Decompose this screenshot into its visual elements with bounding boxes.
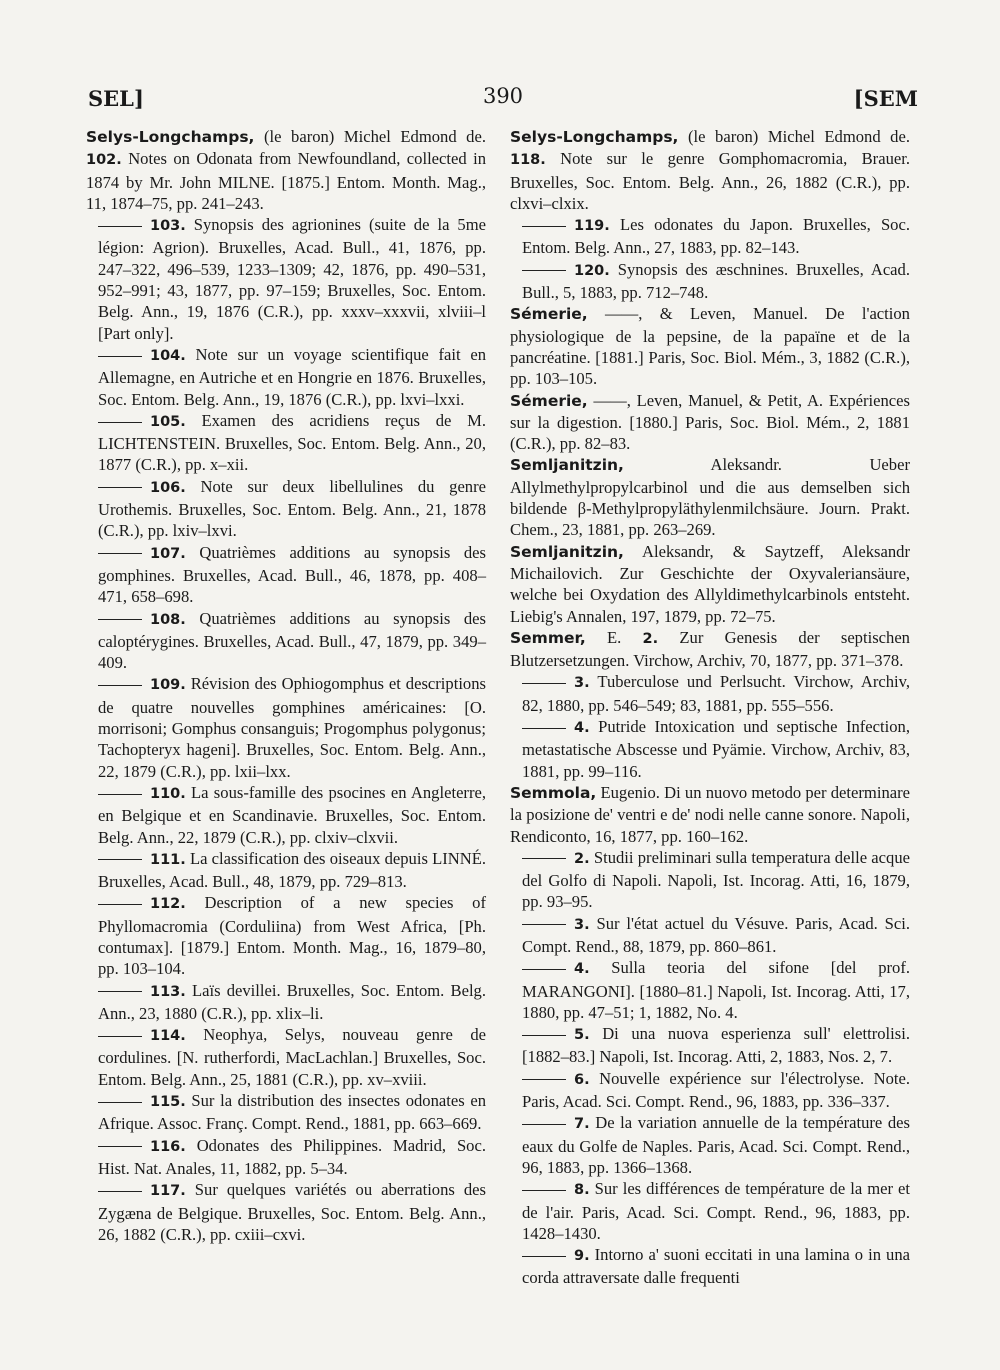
- entry-number: 103.: [150, 218, 186, 235]
- ditto-dash: [98, 794, 142, 795]
- author-detail: Aleksandr, & Saytzeff, Aleksandr Michailovich.: [510, 541, 910, 583]
- header-right: [SEM: [853, 86, 918, 111]
- entry-text: Intorno a' suoni eccitati in una lamina o in una corda attraversate dalle frequenti: [522, 1245, 910, 1288]
- ditto-dash: [98, 904, 142, 905]
- entry-text: Examen des acridiens reçus de M. LICHTENSTEIN. Bruxelles, Soc. Entom. Belg. Ann., 20, 1877 (C.R.), pp. x–xii.: [98, 410, 486, 475]
- author-name: Sémerie,: [510, 305, 588, 324]
- entry-number: 8.: [574, 1182, 590, 1199]
- bibliography-entry: [86, 848, 486, 893]
- bibliography-entry: [86, 1090, 486, 1135]
- author-detail: (le baron) Michel Edmond de.: [254, 127, 486, 146]
- entry-text: Sur l'état actuel du Vésuve. Paris, Acad. Sci. Compt. Rend., 88, 1879, pp. 860–861.: [522, 913, 910, 956]
- ditto-dash: [522, 1079, 566, 1080]
- entry-number: 118.: [510, 152, 546, 169]
- bibliography-entry: [510, 847, 910, 913]
- ditto-dash: [98, 226, 142, 227]
- ditto-dash: [98, 356, 142, 357]
- entry-number: 2.: [642, 630, 659, 647]
- bibliography-entry: [510, 1178, 910, 1244]
- entry-text: Synopsis des agrionines (suite de la 5me légion: Agrion). Bruxelles, Acad. Bull., 41, 1876, pp. 247–322, 496–539, 1233–1309; 42, 1876, pp. 490–531, 952–991; 43, 1877, pp. 97–159; Bruxelles, Soc. Entom. Belg. Ann., 19, 1876 (C.R.), pp. xxxv–xxxvii, xlviii–l [Part only].: [98, 215, 486, 343]
- entry-number: 106.: [150, 479, 186, 496]
- entry-number: 113.: [150, 983, 186, 1000]
- entry-number: 4.: [574, 720, 590, 737]
- entry-text: Quatrièmes additions au synopsis des gomphines. Bruxelles, Acad. Bull., 46, 1878, pp. 408–471, 658–698.: [98, 542, 486, 607]
- ditto-dash: [522, 1190, 566, 1191]
- entry-text: Expériences sur la digestion. [1880.] Paris, Soc. Biol. Mém., 2, 1881 (C.R.), pp. 82–83.: [510, 390, 910, 454]
- ditto-dash: [98, 422, 142, 423]
- bibliography-entry: [510, 1112, 910, 1178]
- entry-text: Note sur deux libellulines du genre Urothemis. Bruxelles, Soc. Entom. Belg. Ann., 21, 1878 (C.R.), pp. lxiv–lxvi.: [98, 476, 486, 541]
- author-name: Sémerie,: [510, 391, 588, 410]
- entry-text: Laïs devillei. Bruxelles, Soc. Entom. Belg. Ann., 23, 1880 (C.R.), pp. xlix–li.: [98, 980, 486, 1023]
- bibliography-entry: [86, 126, 486, 214]
- ditto-dash: [98, 1036, 142, 1037]
- entry-text: Di un nuovo metodo per determinare la posizione de' ventri e de' nodi nelle canne sonore. Napoli, Rendiconto, 16, 1877, pp. 160–162.: [510, 782, 910, 846]
- ditto-dash: [98, 991, 142, 992]
- bibliography-entry: [510, 716, 910, 782]
- entry-text: Zur Geschichte der Oxyvaleriansäure, welche bei Oxydation des Allyldimethylcarbinols entsteht. Liebig's Annalen, 197, 1879, pp. 72–75.: [510, 563, 910, 626]
- bibliography-entry: [86, 410, 486, 476]
- entry-number: 108.: [150, 611, 186, 628]
- author-detail: E.: [585, 627, 643, 647]
- entry-number: 104.: [150, 347, 186, 364]
- author-detail: Aleksandr.: [623, 455, 870, 475]
- entry-number: 116.: [150, 1138, 186, 1155]
- bibliography-entry: [86, 214, 486, 344]
- entry-number: 3.: [574, 916, 590, 933]
- left-column: [86, 126, 486, 1245]
- entry-text: Sur les différences de température de la mer et de l'air. Paris, Acad. Sci. Compt. Rend., 96, 1883, pp. 1428–1430.: [522, 1179, 910, 1243]
- entry-text: Nouvelle expérience sur l'électrolyse. Note. Paris, Acad. Sci. Compt. Rend., 96, 1883, pp. 336–337.: [522, 1068, 910, 1112]
- ditto-dash: [522, 1035, 566, 1036]
- bibliography-entry: [510, 454, 910, 540]
- entry-number: 111.: [150, 851, 186, 868]
- entry-text: Quatrièmes additions au synopsis des caloptérygines. Bruxelles, Acad. Bull., 47, 1879, pp. 349–409.: [98, 608, 486, 673]
- entry-text: Note sur le genre Gomphomacromia, Brauer. Bruxelles, Soc. Entom. Belg. Ann., 26, 1882 (C.R.), pp. clxvi–clxix.: [510, 149, 910, 213]
- entry-number: 9.: [574, 1248, 590, 1265]
- entry-number: 4.: [574, 961, 590, 978]
- bibliography-entry: [86, 673, 486, 781]
- entry-number: 115.: [150, 1094, 186, 1111]
- right-column: [510, 126, 910, 1289]
- entry-text: Les odonates du Japon. Bruxelles, Soc. Entom. Belg. Ann., 27, 1883, pp. 82–143.: [522, 215, 910, 258]
- ditto-dash: [522, 683, 566, 684]
- entry-number: 120.: [574, 262, 610, 279]
- entry-number: 2.: [574, 850, 590, 867]
- entry-text: Sur quelques variétés ou aberrations des Zygæna de Belgique. Bruxelles, Soc. Entom. Belg. Ann., 26, 1882 (C.R.), pp. cxiii–cxvi.: [98, 1180, 486, 1244]
- author-name: Semmer,: [510, 628, 586, 647]
- ditto-dash: [522, 1256, 566, 1257]
- bibliography-entry: [86, 542, 486, 608]
- ditto-dash: [98, 685, 142, 686]
- entry-number: 7.: [574, 1116, 590, 1133]
- ditto-dash: [522, 969, 566, 970]
- entry-number: 110.: [150, 785, 186, 802]
- entry-text: Révision des Ophiogomphus et descriptions de quatre nouvelles gomphines américaines: [O. morrisoni; Gomphus consanguis; Progomphus polygonus; Tachopteryx hageni]. Bruxelles, Soc. Entom. Belg. Ann., 22, 1879 (C.R.), pp. lxii–lxx.: [98, 674, 486, 781]
- entry-text: Sulla teoria del sifone [del prof. MARANGONI]. [1880–81.] Napoli, Ist. Incorag. Atti, 17, 1880, pp. 47–51; 1, 1882, No. 4.: [522, 958, 910, 1022]
- entry-number: 114.: [150, 1028, 186, 1045]
- bibliography-entry: [86, 344, 486, 410]
- ditto-dash: [522, 924, 566, 925]
- bibliography-entry: [510, 1244, 910, 1289]
- bibliography-entry: [86, 476, 486, 542]
- entry-text: Sur la distribution des insectes odonates en Afrique. Assoc. Franç. Compt. Rend., 1881, pp. 663–669.: [98, 1091, 486, 1134]
- bibliography-entry: [510, 541, 910, 627]
- author-name: Semmola,: [510, 783, 597, 802]
- author-name: Selys-Longchamps,: [510, 128, 679, 146]
- ditto-dash: [522, 270, 566, 271]
- entry-text: De l'action physiologique de la pepsine, de la papaïne et de la pancréatine. [1881.] Paris, Soc. Biol. Mém., 3, 1882 (C.R.), pp. 103–105.: [510, 304, 910, 389]
- entry-text: Ueber Allylmethylpropylcarbinol und die aus demselben sich bildende β-Methylpropyläthylenmilchsäure. Journ. Prakt. Chem., 23, 1881, pp. 263–269.: [510, 455, 910, 540]
- bibliography-entry: [510, 957, 910, 1023]
- bibliography-entry: [510, 913, 910, 958]
- author-name: Selys-Longchamps,: [86, 128, 255, 146]
- entry-number: 105.: [150, 413, 186, 430]
- entry-text: Note sur un voyage scientifique fait en Allemagne, en Autriche et en Hongrie en 1876. Bruxelles, Soc. Entom. Belg. Ann., 19, 1876 (C.R.), pp. lxvi–lxxi.: [98, 344, 486, 409]
- entry-text: La classification des oiseaux depuis LINNÉ. Bruxelles, Acad. Bull., 48, 1879, pp. 729–813.: [98, 848, 486, 892]
- ditto-dash: [522, 226, 566, 227]
- entry-number: 107.: [150, 545, 186, 562]
- ditto-dash: [98, 553, 142, 554]
- bibliography-entry: [510, 671, 910, 716]
- entry-number: 5.: [574, 1027, 590, 1044]
- bibliography-entry: [510, 126, 910, 214]
- entry-text: Odonates des Philippines. Madrid, Soc. Hist. Nat. Anales, 11, 1882, pp. 5–34.: [98, 1135, 486, 1178]
- entry-text: Putride Intoxication und septische Infection, metastatische Abscesse und Pyämie. Virchow, Archiv, 83, 1881, pp. 99–116.: [522, 717, 910, 781]
- entry-text: Zur Genesis der septischen Blutzersetzungen. Virchow, Archiv, 70, 1877, pp. 371–378.: [510, 627, 910, 671]
- entry-text: La sous-famille des psocines en Angleterre, en Belgique et en Scandinavie. Bruxelles, Soc. Entom. Belg. Ann., 22, 1879 (C.R.), pp. clxiv–clxvii.: [98, 782, 486, 847]
- running-header: [88, 84, 918, 118]
- entry-number: 117.: [150, 1183, 186, 1200]
- entry-text: Synopsis des æschnines. Bruxelles, Acad. Bull., 5, 1883, pp. 712–748.: [522, 259, 910, 303]
- bibliography-entry: [86, 782, 486, 848]
- bibliography-entry: [86, 1135, 486, 1180]
- entry-text: Di una nuova esperienza sull' elettrolisi. [1882–83.] Napoli, Ist. Incorag. Atti, 2, 1883, Nos. 2, 7.: [522, 1024, 910, 1067]
- bibliography-entry: [86, 1024, 486, 1090]
- bibliography-entry: [510, 782, 910, 847]
- author-name: Semljanitzin,: [510, 456, 624, 475]
- entry-number: 112.: [150, 896, 186, 913]
- entry-text: Studii preliminari sulla temperatura delle acque del Golfo di Napoli. Napoli, Ist. Incorag. Atti, 16, 1879, pp. 93–95.: [522, 847, 910, 912]
- bibliography-entry: [86, 608, 486, 674]
- ditto-dash: [98, 1191, 142, 1192]
- bibliography-entry: [510, 627, 910, 672]
- entry-number: 119.: [574, 218, 610, 235]
- bibliography-entry: [510, 1068, 910, 1113]
- entry-text: De la variation annuelle de la température des eaux du Golfe de Naples. Paris, Acad. Sci. Compt. Rend., 96, 1883, pp. 1366–1368.: [522, 1113, 910, 1177]
- author-detail: ——, Leven, Manuel, & Petit, A.: [587, 390, 829, 410]
- bibliography-entry: [510, 303, 910, 389]
- entry-number: 102.: [86, 152, 122, 169]
- ditto-dash: [98, 619, 142, 620]
- ditto-dash: [522, 1124, 566, 1125]
- entry-text: Tuberculose und Perlsucht. Virchow, Archiv, 82, 1880, pp. 546–549; 83, 1881, pp. 555–556.: [522, 672, 910, 715]
- author-detail: ——, & Leven, Manuel.: [587, 304, 826, 324]
- author-name: Semljanitzin,: [510, 542, 624, 561]
- author-detail: (le baron) Michel Edmond de.: [678, 127, 910, 146]
- bibliography-entry: [86, 892, 486, 979]
- ditto-dash: [98, 1102, 142, 1103]
- page-number: 390: [482, 84, 524, 108]
- bibliography-entry: [86, 1179, 486, 1245]
- ditto-dash: [522, 858, 566, 859]
- entry-number: 3.: [574, 675, 590, 692]
- entry-text: Neophya, Selys, nouveau genre de cordulines. [N. rutherfordi, MacLachlan.] Bruxelles, Soc. Entom. Belg. Ann., 25, 1881 (C.R.), pp. xv–xviii.: [98, 1025, 486, 1089]
- ditto-dash: [522, 728, 566, 729]
- ditto-dash: [98, 487, 142, 488]
- bibliography-entry: [510, 259, 910, 304]
- entry-text: Description of a new species of Phyllomacromia (Corduliina) from West Africa, [Ph. contumax]. [1879.] Entom. Month. Mag., 16, 1879–80, pp. 103–104.: [98, 893, 486, 979]
- entry-text: Notes on Odonata from Newfoundland, collected in 1874 by Mr. John MILNE. [1875.] Entom. Month. Mag., 11, 1874–75, pp. 241–243.: [86, 149, 486, 213]
- entry-number: 109.: [150, 677, 186, 694]
- author-detail: Eugenio.: [596, 782, 665, 802]
- bibliography-entry: [86, 980, 486, 1025]
- entry-number: 6.: [574, 1071, 590, 1088]
- bibliography-entry: [510, 214, 910, 259]
- ditto-dash: [98, 859, 142, 860]
- ditto-dash: [98, 1146, 142, 1147]
- bibliography-entry: [510, 1023, 910, 1068]
- bibliography-entry: [510, 390, 910, 455]
- header-left: SEL]: [88, 86, 144, 111]
